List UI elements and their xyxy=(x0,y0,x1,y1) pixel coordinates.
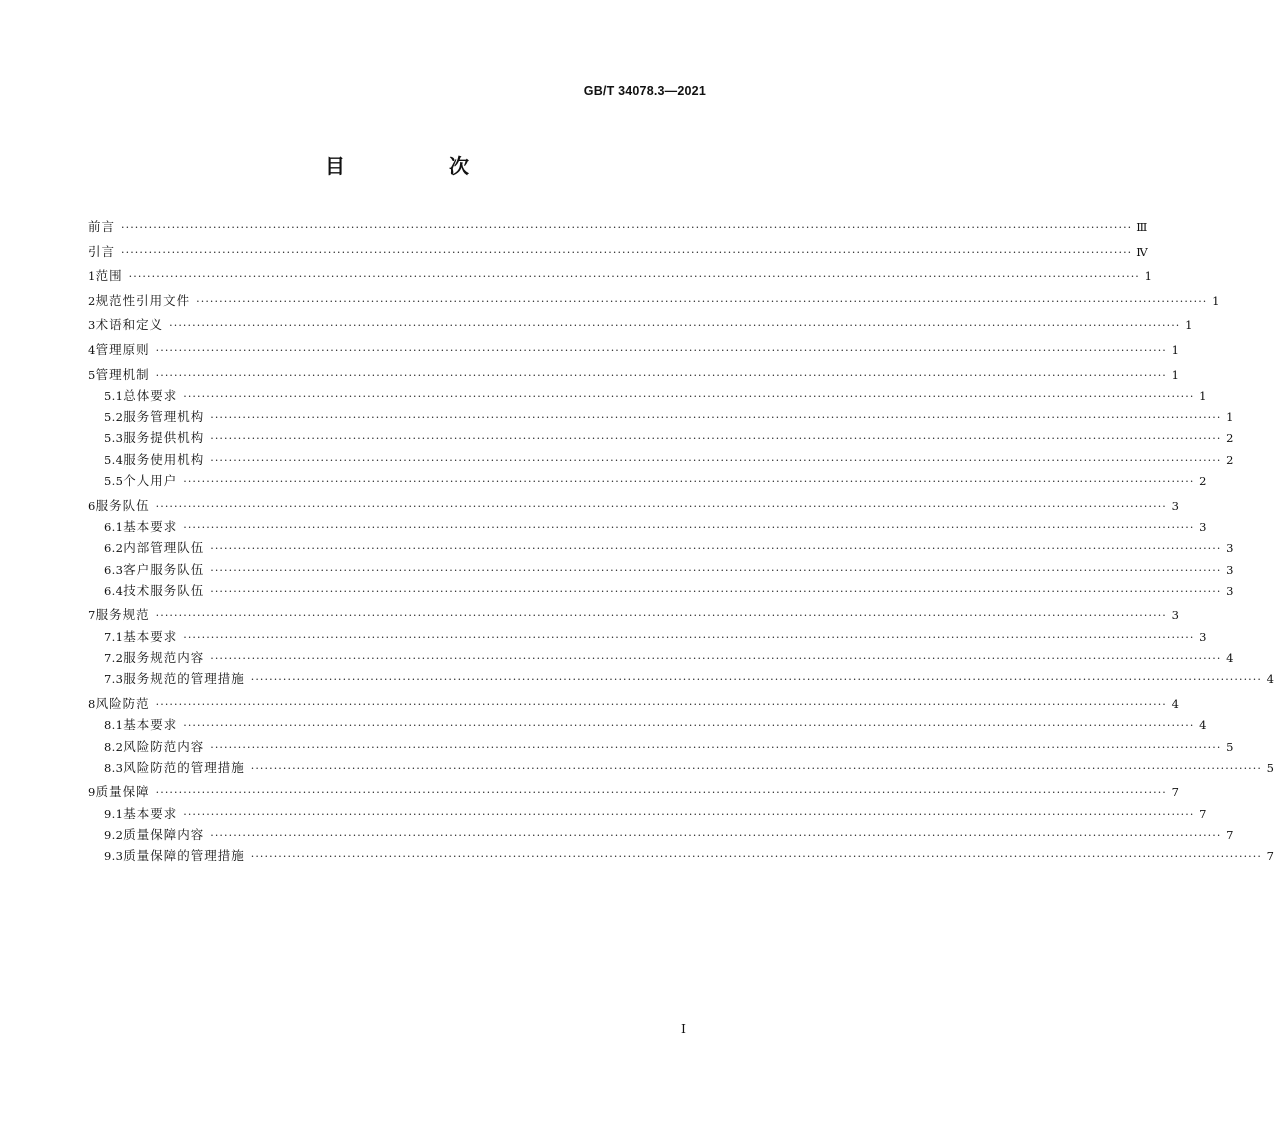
toc-entry-title: 规范性引用文件 xyxy=(95,292,191,308)
dot-leader: ···························································································································································································································· xyxy=(128,270,1140,284)
toc-entry-page: 4 xyxy=(1266,672,1274,687)
toc-entry-number: 3 xyxy=(88,318,96,333)
toc-entry-page: 4 xyxy=(1171,696,1179,711)
toc-entry-title: 服务提供机构 xyxy=(123,430,205,446)
toc-entry-number: 9.3 xyxy=(104,849,124,864)
toc-entry-title: 范围 xyxy=(95,268,123,284)
dot-leader: ···························································································································································································································· xyxy=(210,432,1222,446)
toc-entry-page: 3 xyxy=(1226,541,1234,556)
toc-entry-page: 3 xyxy=(1171,608,1179,623)
toc-entry-title: 术语和定义 xyxy=(95,317,164,333)
toc-entry-number: 5.2 xyxy=(104,410,124,425)
toc-entry[interactable] xyxy=(88,626,1207,647)
toc-entry-number: 7.2 xyxy=(104,651,124,666)
toc-entry[interactable] xyxy=(88,824,1234,845)
toc-entry-title: 管理原则 xyxy=(95,341,150,357)
toc-entry-number: 8.1 xyxy=(104,718,124,733)
dot-leader: ···························································································································································································································· xyxy=(121,221,1133,234)
dot-leader: ···························································································································································································································· xyxy=(183,475,1195,489)
toc-entry[interactable] xyxy=(88,803,1207,824)
toc-entry-title: 质量保障的管理措施 xyxy=(123,848,245,864)
toc-entry-number: 6 xyxy=(88,498,96,513)
toc-entry[interactable] xyxy=(88,427,1234,448)
toc-entry[interactable] xyxy=(88,845,1274,866)
dot-leader: ···························································································································································································································· xyxy=(155,499,1167,513)
toc-entry[interactable] xyxy=(88,339,1179,360)
toc-entry-number: 5.5 xyxy=(104,474,124,489)
toc-entry-page: 3 xyxy=(1199,519,1207,534)
dot-leader: ···························································································································································································································· xyxy=(210,828,1222,842)
toc-entry-number: 6.2 xyxy=(104,541,124,556)
toc-entry[interactable] xyxy=(88,714,1207,735)
toc-entry-page: 3 xyxy=(1199,629,1207,644)
toc-entry-number: 6.4 xyxy=(104,583,124,598)
dot-leader: ···························································································································································································································· xyxy=(210,411,1222,425)
toc-entry-page: 7 xyxy=(1266,849,1274,864)
toc-entry-title: 技术服务队伍 xyxy=(123,582,205,598)
toc-entry-title: 服务管理机构 xyxy=(123,409,205,425)
toc-entry-title: 服务规范内容 xyxy=(123,650,205,666)
dot-leader: ···························································································································································································································· xyxy=(196,294,1208,308)
toc-entry-title: 内部管理队伍 xyxy=(123,540,205,556)
toc-entry-page: 7 xyxy=(1199,806,1207,821)
toc-entry-title: 质量保障内容 xyxy=(123,826,205,842)
toc-entry-number: 1 xyxy=(88,269,96,284)
toc-entry[interactable] xyxy=(88,241,1148,262)
toc-entry[interactable] xyxy=(88,736,1234,757)
toc-entry-title: 质量保障 xyxy=(95,784,150,800)
toc-entry-page: 1 xyxy=(1144,269,1152,284)
toc-entry-page: 4 xyxy=(1199,718,1207,733)
dot-leader: ···························································································································································································································· xyxy=(183,389,1195,403)
toc-entry-page: 1 xyxy=(1199,388,1207,403)
toc-entry-title: 前言 xyxy=(88,219,116,234)
toc-entry-title: 服务队伍 xyxy=(95,497,150,513)
dot-leader: ···························································································································································································································· xyxy=(183,719,1195,733)
page-title: 目 次 xyxy=(325,154,511,178)
toc-entry-number: 5.1 xyxy=(104,388,124,403)
toc-entry-page: 7 xyxy=(1226,827,1234,842)
toc-entry[interactable] xyxy=(88,757,1274,778)
dot-leader: ···························································································································································································································· xyxy=(250,761,1262,775)
toc-entry-page: 1 xyxy=(1185,318,1193,333)
toc-entry[interactable] xyxy=(88,781,1179,802)
dot-leader: ···························································································································································································································· xyxy=(210,453,1222,467)
toc-entry-number: 4 xyxy=(88,342,96,357)
toc-entry-number: 9 xyxy=(88,785,96,800)
toc-entry-title: 风险防范的管理措施 xyxy=(123,759,245,775)
toc-entry-number: 5 xyxy=(88,367,96,382)
toc-entry-number: 7.3 xyxy=(104,672,124,687)
toc-entry-title: 基本要求 xyxy=(123,628,178,644)
toc-entry-number: 6.1 xyxy=(104,519,124,534)
dot-leader: ···························································································································································································································· xyxy=(250,850,1262,864)
toc-entry-page: 1 xyxy=(1226,410,1234,425)
toc-entry[interactable] xyxy=(88,314,1193,335)
toc-entry[interactable] xyxy=(88,385,1207,406)
toc-entry[interactable] xyxy=(88,647,1234,668)
dot-leader: ···························································································································································································································· xyxy=(155,786,1167,800)
dot-leader: ···························································································································································································································· xyxy=(210,563,1222,577)
toc-entry-title: 服务规范 xyxy=(95,607,150,623)
toc-entry[interactable] xyxy=(88,216,1148,237)
dot-leader: ···························································································································································································································· xyxy=(210,740,1222,754)
dot-leader: ···························································································································································································································· xyxy=(155,343,1167,357)
toc-entry[interactable] xyxy=(88,406,1234,427)
toc-entry-title: 客户服务队伍 xyxy=(123,561,205,577)
toc-entry-number: 9.2 xyxy=(104,827,124,842)
toc-entry-number: 5.3 xyxy=(104,431,124,446)
toc-entry-number: 2 xyxy=(88,293,96,308)
toc-entry[interactable] xyxy=(88,449,1234,470)
toc-entry-page: Ⅲ xyxy=(1136,220,1148,234)
toc-entry-title: 总体要求 xyxy=(123,387,178,403)
toc-entry-number: 7 xyxy=(88,608,96,623)
toc-entry[interactable] xyxy=(88,516,1207,537)
toc-entry-page: 1 xyxy=(1171,342,1179,357)
toc-entry-number: 5.4 xyxy=(104,452,124,467)
toc-entry-title: 风险防范 xyxy=(95,695,150,711)
toc-entry-page: 7 xyxy=(1171,785,1179,800)
dot-leader: ···························································································································································································································· xyxy=(183,630,1195,644)
toc-entry[interactable] xyxy=(88,364,1179,385)
toc-entry[interactable] xyxy=(88,559,1234,580)
dot-leader: ···························································································································································································································· xyxy=(155,697,1167,711)
dot-leader: ···························································································································································································································· xyxy=(210,584,1222,598)
toc-entry-number: 8 xyxy=(88,696,96,711)
toc-entry[interactable] xyxy=(88,290,1220,311)
dot-leader: ···························································································································································································································· xyxy=(155,609,1167,623)
dot-leader: ···························································································································································································································· xyxy=(250,673,1262,687)
toc-entry-title: 风险防范内容 xyxy=(123,738,205,754)
toc-entry-number: 8.3 xyxy=(104,760,124,775)
toc-entry[interactable] xyxy=(88,668,1274,689)
dot-leader: ···························································································································································································································· xyxy=(210,652,1222,666)
toc-entry-title: 基本要求 xyxy=(123,717,178,733)
toc-entry-page: 3 xyxy=(1226,562,1234,577)
toc-entry-number: 6.3 xyxy=(104,562,124,577)
dot-leader: ···························································································································································································································· xyxy=(155,368,1167,382)
toc-entry[interactable] xyxy=(88,693,1179,714)
toc-entry-page: 1 xyxy=(1212,293,1220,308)
page-number: I xyxy=(681,1021,686,1036)
toc-entry-number: 7.1 xyxy=(104,629,124,644)
toc-entry-number: 8.2 xyxy=(104,739,124,754)
toc-entry-page: 5 xyxy=(1266,760,1274,775)
toc-entry-title: 基本要求 xyxy=(123,518,178,534)
standard-code: GB/T 34078.3—2021 xyxy=(583,84,706,98)
toc-entry-title: 服务使用机构 xyxy=(123,451,205,467)
toc-entry-page: 2 xyxy=(1226,452,1234,467)
dot-leader: ···························································································································································································································· xyxy=(183,520,1195,534)
dot-leader: ···························································································································································································································· xyxy=(183,807,1195,821)
toc-entry-page: 2 xyxy=(1226,431,1234,446)
toc-entry[interactable] xyxy=(88,580,1234,601)
toc-entry-page: 4 xyxy=(1226,651,1234,666)
toc-entry-number: 9.1 xyxy=(104,806,124,821)
toc-entry[interactable] xyxy=(88,265,1152,286)
toc-entry-page: 3 xyxy=(1226,583,1234,598)
dot-leader: ···························································································································································································································· xyxy=(169,319,1181,333)
toc-entry-title: 管理机制 xyxy=(95,366,150,382)
toc-entry-title: 基本要求 xyxy=(123,805,178,821)
toc-entry-page: 5 xyxy=(1226,739,1234,754)
toc-entry-title: 引言 xyxy=(88,243,116,259)
table-of-contents xyxy=(88,216,1274,867)
toc-entry-page: Ⅳ xyxy=(1136,244,1148,259)
toc-entry-title: 服务规范的管理措施 xyxy=(123,671,245,687)
dot-leader: ···························································································································································································································· xyxy=(210,542,1222,556)
toc-entry-page: 2 xyxy=(1199,474,1207,489)
toc-entry-page: 1 xyxy=(1171,367,1179,382)
dot-leader: ···························································································································································································································· xyxy=(121,245,1133,259)
toc-entry[interactable] xyxy=(88,604,1179,625)
toc-entry[interactable] xyxy=(88,470,1207,491)
toc-entry-page: 3 xyxy=(1171,498,1179,513)
toc-entry[interactable] xyxy=(88,495,1179,516)
toc-entry[interactable] xyxy=(88,537,1234,558)
toc-entry-title: 个人用户 xyxy=(123,473,178,489)
